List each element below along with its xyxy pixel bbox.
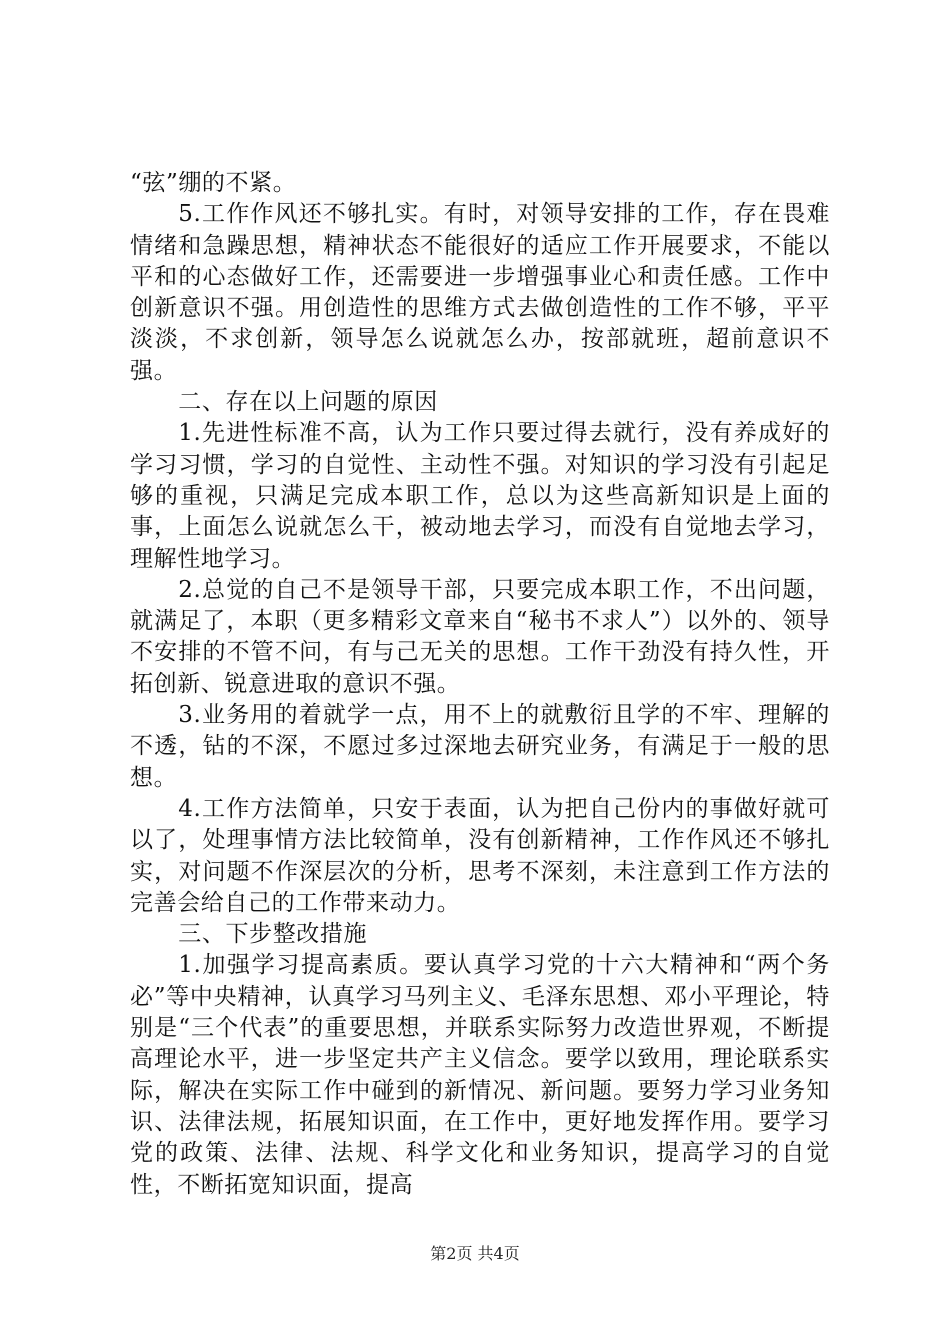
paragraph-cause-1: 1.先进性标准不高，认为工作只要过得去就行，没有养成好的学习习惯，学习的自觉性、主动性不强。对知识的学习没有引起足够的重视，只满足完成本职工作，总以为这些高新知识是上面的事，上面怎么说就怎么干，被动地去学习，而没有自觉地去学习，理解性地学习。 xyxy=(130,420,830,572)
paragraph-continuation: “弦”绷的不紧。 xyxy=(130,170,297,196)
paragraph-item-5: 5.工作作风还不够扎实。有时，对领导安排的工作，存在畏难情绪和急躁思想，精神状态不能很好的适应工作开展要求，不能以平和的心态做好工作，还需要进一步增强事业心和责任感。工作中创新意识不强。用创造性的思维方式去做创造性的工作不够，平平淡淡，不求创新，领导怎么说就怎么办，按部就班，超前意识不强。 xyxy=(130,201,830,384)
paragraph-cause-3: 3.业务用的着就学一点，用不上的就敷衍且学的不牢、理解的不透，钻的不深，不愿过多过深地去研究业务，有满足于一般的思想。 xyxy=(130,702,830,791)
paragraph-cause-2: 2.总觉的自己不是领导干部，只要完成本职工作，不出问题，就满足了，本职（更多精彩文章来自“秘书不求人”）以外的、领导不安排的不管不问，有与己无关的思想。工作干劲没有持久性，开拓创新、锐意进取的意识不强。 xyxy=(130,576,830,697)
document-body xyxy=(130,168,830,1201)
section-heading-measures: 三、下步整改措施 xyxy=(178,921,368,948)
page-number-footer: 第2页 共4页 xyxy=(430,1244,520,1263)
paragraph-measure-1: 1.加强学习提高素质。要认真学习党的十六大精神和“两个务必”等中央精神，认真学习马列主义、毛泽东思想、邓小平理论，特别是“三个代表”的重要思想，并联系实际努力改造世界观，不断提高理论水平，进一步坚定共产主义信念。要学以致用，理论联系实际，解决在实际工作中碰到的新情况、新问题。要努力学习业务知识、法律法规，拓展知识面，在工作中，更好地发挥作用。要学习党的政策、法律、法规、科学文化和业务知识，提高学习的自觉性，不断拓宽知识面，提高 xyxy=(130,952,830,1198)
paragraph-cause-4: 4.工作方法简单，只安于表面，认为把自己份内的事做好就可以了，处理事情方法比较简单，没有创新精神，工作作风还不够扎实，对问题不作深层次的分析，思考不深刻，未注意到工作方法的完善会给自己的工作带来动力。 xyxy=(130,795,830,916)
section-heading-causes: 二、存在以上问题的原因 xyxy=(178,389,438,416)
